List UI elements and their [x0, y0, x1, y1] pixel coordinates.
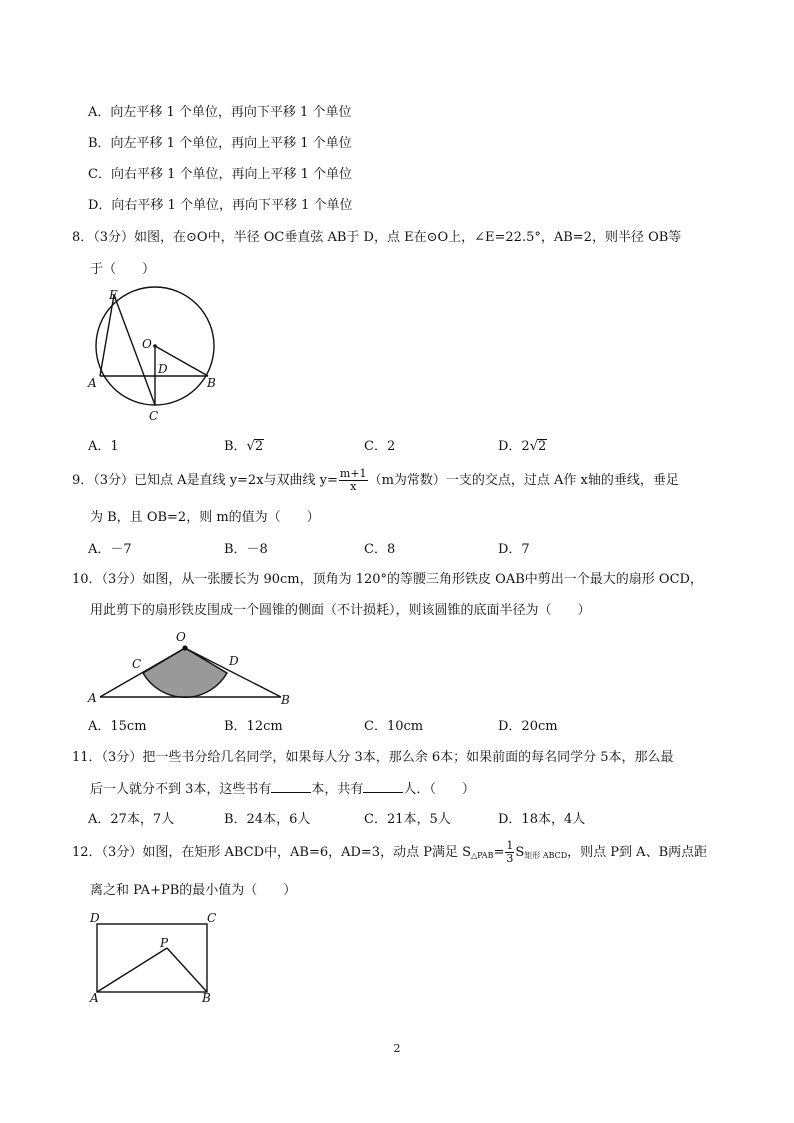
q9-option-d: D．7 — [498, 542, 530, 557]
sqrt-icon: √ — [529, 439, 538, 454]
sqrt-icon: √ — [246, 439, 255, 454]
q11-option-d: D．18本，4人 — [498, 812, 586, 827]
q11-option-a: A．27本，7人 — [88, 812, 175, 827]
q8-option-c: C．2 — [364, 439, 396, 454]
q11-option-c: C．21本，5人 — [364, 812, 451, 827]
q12-label-p: P — [160, 936, 169, 950]
q12-rectangle-figure — [85, 907, 225, 1007]
q12-stem-line2: 离之和 PA+PB的最小值为（ ） — [90, 883, 297, 898]
q11-stem-line1: 11．（3分）把一些书分给几名同学，如果每人分 3本，那么余 6本；如果前面的每名同学分 5本，那么最 — [72, 750, 674, 765]
q8-option-d: D．2√2 — [498, 439, 547, 454]
q10-label-o: O — [176, 630, 186, 644]
q8-option-b: B．√2 — [224, 439, 264, 454]
answer-blank — [363, 780, 403, 793]
q12-label-a: A — [90, 991, 99, 1005]
q12-label-b: B — [202, 991, 211, 1005]
q10-stem-line1: 10．（3分）如图，从一张腰长为 90cm，顶角为 120°的等腰三角形铁皮 OAB中剪出一个最大的扇形 OCD， — [72, 572, 703, 587]
q8-label-a: A — [88, 376, 97, 390]
q10-label-a: A — [88, 691, 97, 705]
q10-label-c: C — [132, 657, 142, 671]
q9-option-b: B．－8 — [224, 542, 268, 557]
q7-option-c: C．向右平移 1 个单位，再向上平移 1 个单位 — [88, 167, 353, 182]
q10-option-d: D．20cm — [498, 719, 558, 734]
q8-label-d: D — [158, 362, 168, 376]
q12-label-d: D — [90, 911, 100, 925]
q8-circle-figure — [85, 282, 225, 427]
q10-option-a: A．15cm — [88, 719, 147, 734]
q10-options — [88, 718, 688, 736]
q11-options — [88, 811, 688, 829]
q9-option-c: C．8 — [364, 542, 396, 557]
page-number: 2 — [393, 1042, 401, 1055]
q10-option-c: C．10cm — [364, 719, 424, 734]
q7-option-a: A．向左平移 1 个单位，再向下平移 1 个单位 — [88, 105, 352, 120]
q8-option-a: A．1 — [88, 439, 119, 454]
q10-option-b: B．12cm — [224, 719, 283, 734]
q12-label-c: C — [207, 911, 217, 925]
q8-label-c: C — [149, 409, 159, 423]
q10-sector-figure — [85, 627, 300, 709]
q8-stem-line1: 8．（3分）如图，在⊙O中，半径 OC垂直弦 AB于 D，点 E在⊙O上，∠E=22.5°，AB=2，则半径 OB等 — [72, 230, 682, 245]
q12-stem-line1: 12．（3分）如图，在矩形 ABCD中，AB=6，AD=3，动点 P满足 $S_{\triangle PAB}=$ $\frac{1}{3}$ $S_{矩形 ABCD}$，则点 P到 A、B两点距 — [72, 839, 708, 865]
q11-stem-line2: 后一人就分不到 3本，这些书有 本，共有 人．（ ） — [90, 782, 475, 797]
q8-label-b: B — [207, 376, 216, 390]
q10-stem-line2: 用此剪下的扇形铁皮围成一个圆锥的侧面（不计损耗），则该圆锥的底面半径为（ ） — [90, 603, 591, 618]
q10-label-b: B — [281, 693, 290, 707]
q8-label-e: E — [109, 288, 118, 302]
q7-option-d: D．向右平移 1 个单位，再向下平移 1 个单位 — [88, 198, 353, 213]
q8-stem-line2: 于（ ） — [90, 262, 156, 277]
q8-label-o: O — [142, 337, 152, 351]
q9-stem-line2: 为 B，且 OB=2，则 m的值为（ ） — [90, 510, 320, 525]
answer-blank — [271, 780, 311, 793]
q9-option-a: A．－7 — [88, 542, 132, 557]
q9-stem-line1: 9．（3分）已知点 A是直线 y=2x与双曲线 y= $\frac{m+1}{x}$ （m为常数）一支的交点，过点 A作 x轴的垂线，垂足 — [72, 467, 679, 493]
q8-options — [88, 438, 688, 456]
q7-option-b: B．向左平移 1 个单位，再向上平移 1 个单位 — [88, 136, 352, 151]
q11-option-b: B．24本，6人 — [224, 812, 311, 827]
q10-label-d: D — [229, 654, 239, 668]
q9-options — [88, 541, 688, 559]
